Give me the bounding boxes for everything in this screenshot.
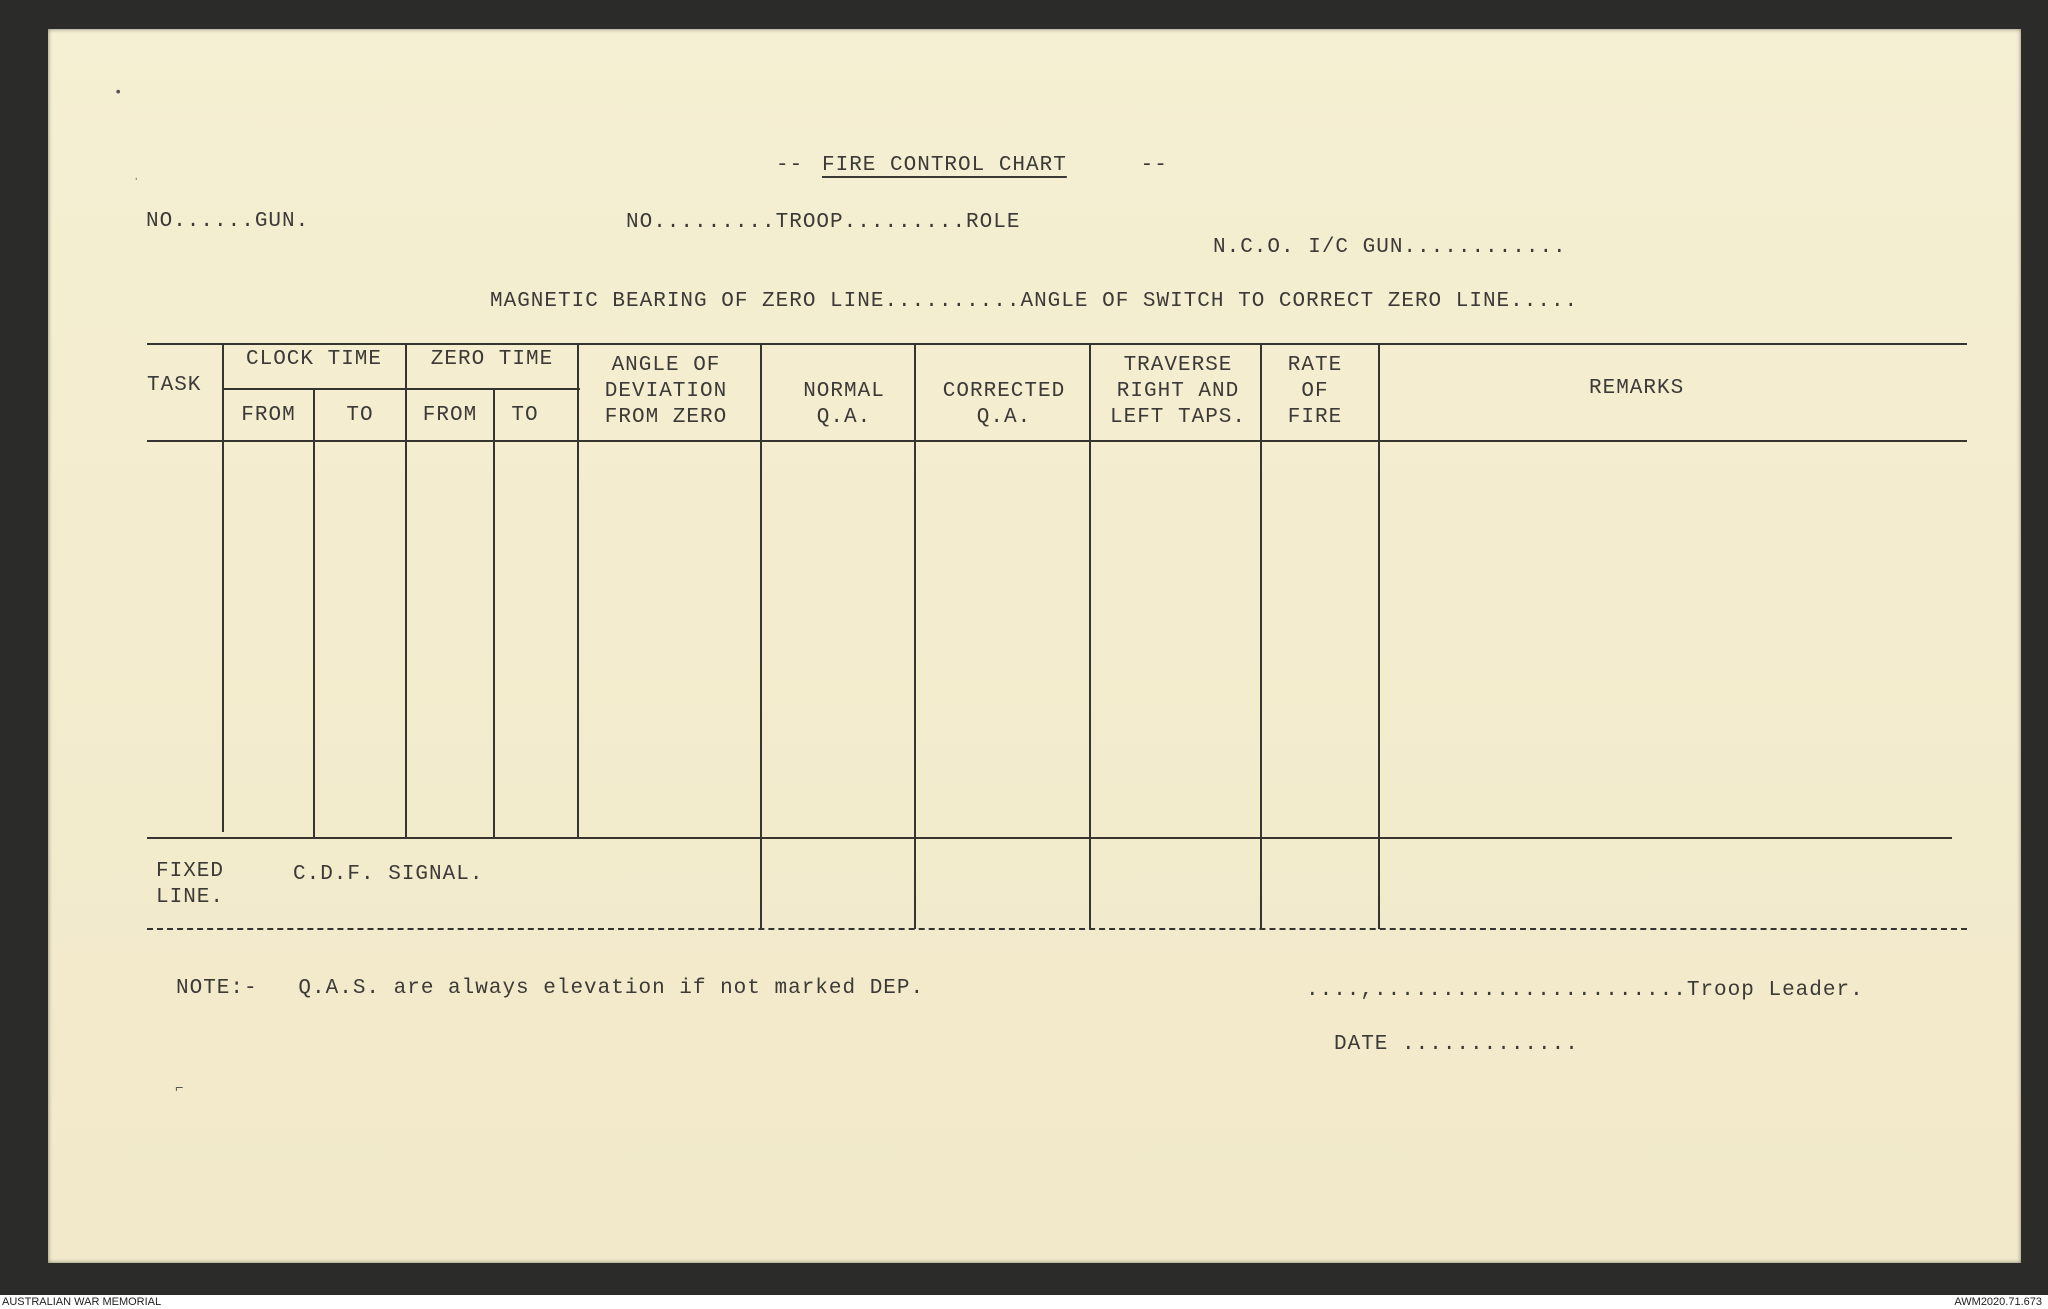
col-divider-traverse-rate — [1260, 343, 1262, 929]
col-divider-normal-corrected — [914, 343, 916, 929]
header-clock-to: TO — [346, 404, 374, 427]
paper-mark: ˈ — [132, 177, 141, 193]
troop-leader-signature-line: ....,.......................Troop Leader. — [1306, 979, 1864, 1002]
paper-mark: • — [114, 85, 123, 101]
troop-role-field: NO.........TROOP.........ROLE — [626, 211, 1021, 234]
header-zero-to: TO — [511, 404, 539, 427]
body-bottom-rule — [147, 837, 1952, 839]
header-angle-deviation: ANGLE OF DEVIATION FROM ZERO — [604, 354, 728, 429]
title-suffix: -- — [1127, 154, 1168, 177]
col-divider-angle-normal — [760, 343, 762, 929]
header-clock-from: FROM — [241, 404, 296, 427]
time-subheader-rule — [222, 388, 580, 390]
nco-field: N.C.O. I/C GUN............ — [1213, 236, 1567, 259]
date-field: DATE ............. — [1334, 1033, 1579, 1056]
gun-number-field: NO......GUN. — [146, 210, 310, 233]
col-divider-rate-remarks — [1378, 343, 1380, 929]
header-zero-from: FROM — [422, 404, 478, 427]
header-rate-of-fire: RATE OF FIRE — [1287, 354, 1343, 429]
note-text: NOTE:- Q.A.S. are always elevation if not marked DEP. — [176, 977, 925, 1000]
header-zero-time: ZERO TIME — [430, 348, 554, 371]
footer-left-label: AUSTRALIAN WAR MEMORIAL — [2, 1296, 162, 1308]
col-divider-zero-angle — [577, 343, 579, 838]
cdf-signal-label: C.D.F. SIGNAL. — [293, 863, 484, 886]
header-task: TASK — [147, 374, 202, 397]
paper-mark: ⌐ — [175, 1081, 184, 1097]
header-corrected-qa: CORRECTED Q.A. — [942, 380, 1066, 429]
table-bottom-dashed-rule — [147, 928, 1967, 930]
archive-footer — [0, 1295, 2048, 1309]
fixed-line-label: FIXED LINE. — [156, 860, 225, 909]
document-title: FIRE CONTROL CHART — [822, 154, 1067, 177]
title-prefix: -- — [776, 154, 817, 177]
table-top-rule — [147, 343, 1967, 345]
col-divider-clock — [313, 390, 315, 838]
header-clock-time: CLOCK TIME — [245, 348, 383, 371]
footer-right-label: AWM2020.71.673 — [1954, 1296, 2042, 1308]
header-normal-qa: NORMAL Q.A. — [803, 380, 885, 429]
bearing-line: MAGNETIC BEARING OF ZERO LINE..........ANGLE OF SWITCH TO CORRECT ZERO LINE..... — [490, 290, 1579, 313]
header-bottom-rule — [147, 440, 1967, 442]
header-traverse: TRAVERSE RIGHT AND LEFT TAPS. — [1109, 354, 1247, 429]
col-divider-zero — [493, 390, 495, 838]
header-remarks: REMARKS — [1589, 377, 1685, 400]
document-page — [48, 29, 2021, 1263]
